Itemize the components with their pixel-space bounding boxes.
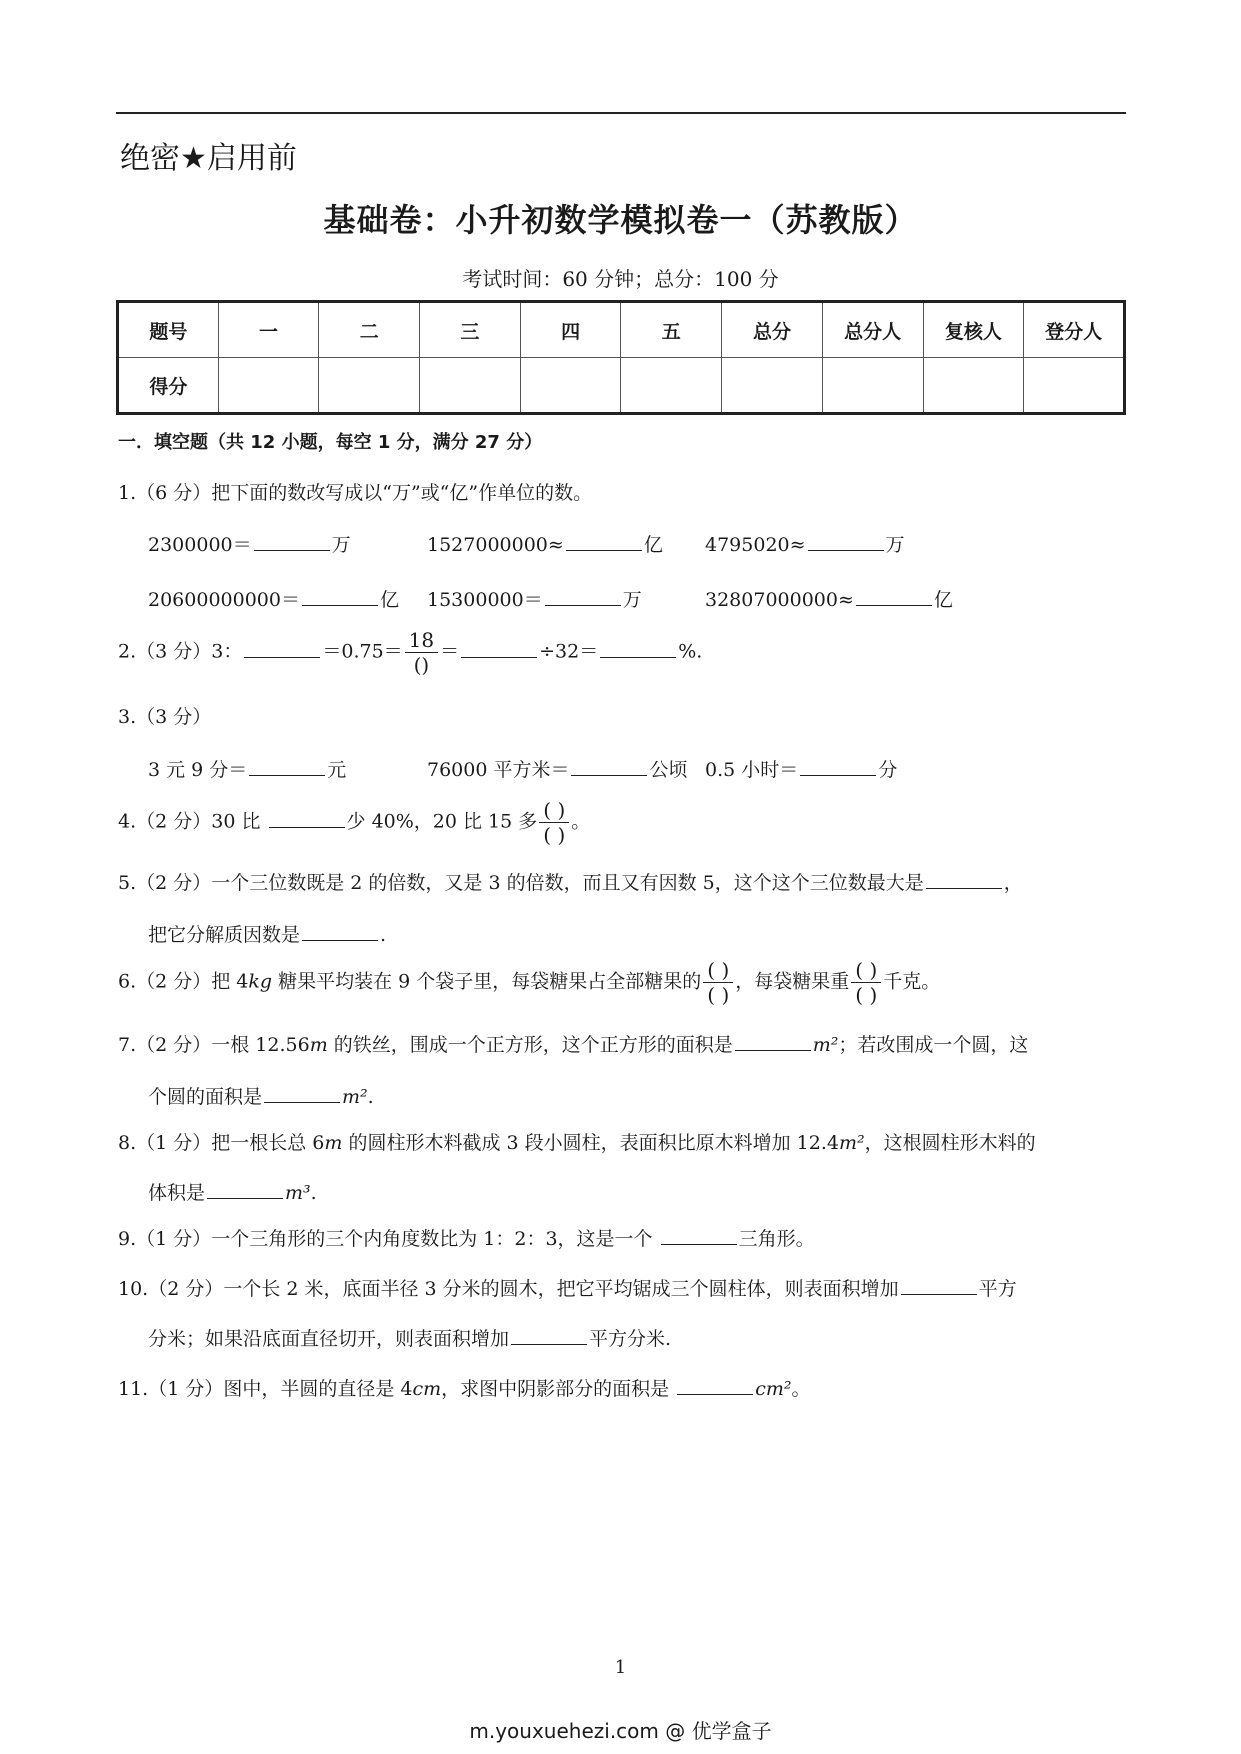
answer-blank[interactable] — [800, 757, 876, 776]
score-header-cell: 四 — [520, 302, 621, 358]
confidential-label: 绝密★启用前 — [120, 141, 297, 176]
q1-item-6: 32807000000≈ 亿 — [705, 589, 953, 611]
answer-blank[interactable] — [254, 532, 330, 551]
answer-blank[interactable] — [302, 587, 378, 606]
answer-blank[interactable] — [269, 809, 345, 828]
score-cell[interactable] — [722, 358, 823, 414]
section-heading: 一．填空题（共 12 小题，每空 1 分，满分 27 分） — [118, 432, 543, 453]
q1-item-4: 20600000000＝ 亿 — [148, 589, 399, 611]
question-7-line-1: 7.（2 分）一根 12.56m 的铁丝，围成一个正方形，这个正方形的面积是 m²；若改围成一个圆，这 — [118, 1034, 1029, 1056]
score-header-cell: 总分 — [722, 302, 823, 358]
score-header-cell: 三 — [420, 302, 521, 358]
q1-item-1: 2300000＝ 万 — [148, 534, 351, 556]
page-title: 基础卷：小升初数学模拟卷一（苏教版） — [323, 201, 918, 239]
question-1-text: 1.（6 分）把下面的数改写成以“万”或“亿”作单位的数。 — [118, 482, 593, 504]
score-row-label: 得分 — [118, 358, 219, 414]
score-cell[interactable] — [218, 358, 319, 414]
question-5-line-1: 5.（2 分）一个三位数既是 2 的倍数，又是 3 的倍数，而且又有因数 5，这个这个三位数最大是 ， — [118, 872, 1023, 894]
answer-blank[interactable] — [571, 757, 647, 776]
score-header-cell: 总分人 — [822, 302, 923, 358]
q3-item-2: 76000 平方米＝ 公顷 — [427, 759, 688, 781]
question-4: 4.（2 分）30 比 少 40%，20 比 15 多 $\frac{( )}{( )}$ 。 — [118, 798, 591, 847]
answer-blank[interactable] — [244, 639, 320, 658]
answer-blank[interactable] — [856, 587, 932, 606]
q3-item-1: 3 元 9 分＝ 元 — [148, 759, 347, 781]
score-header-cell: 一 — [218, 302, 319, 358]
question-3-text: 3.（3 分） — [118, 706, 212, 728]
fraction: $\frac{18}{()}$ — [405, 630, 438, 675]
q3-item-3: 0.5 小时＝ 分 — [705, 759, 898, 781]
fraction: $\frac{( )}{( )}$ — [703, 960, 733, 1005]
question-9: 9.（1 分）一个三角形的三个内角度数比为 1：2：3，这是一个 三角形。 — [118, 1228, 815, 1250]
score-cell[interactable] — [923, 358, 1024, 414]
score-header-cell: 复核人 — [923, 302, 1024, 358]
q1-item-2: 1527000000≈ 亿 — [427, 534, 663, 556]
score-cell[interactable] — [822, 358, 923, 414]
answer-blank[interactable] — [600, 639, 676, 658]
answer-blank[interactable] — [735, 1032, 811, 1051]
fraction: $\frac{( )}{( )}$ — [539, 800, 569, 845]
answer-blank[interactable] — [808, 532, 884, 551]
exam-info: 考试时间：60 分钟；总分：100 分 — [462, 267, 779, 291]
answer-blank[interactable] — [661, 1226, 737, 1245]
score-cell[interactable] — [1024, 358, 1125, 414]
score-cell[interactable] — [621, 358, 722, 414]
answer-blank[interactable] — [302, 922, 378, 941]
score-cell[interactable] — [319, 358, 420, 414]
footer-watermark: m.youxuehezi.com @ 优学盒子 — [469, 1719, 772, 1743]
top-rule — [116, 112, 1126, 114]
answer-blank[interactable] — [566, 532, 642, 551]
score-cell[interactable] — [420, 358, 521, 414]
question-7-line-2: 个圆的面积是 m². — [148, 1086, 374, 1108]
question-2: 2.（3 分）3： ＝0.75＝ $\frac{18}{()}$ ＝ ÷32＝ %. — [118, 628, 703, 677]
score-table-header-row — [118, 302, 1125, 358]
score-header-cell: 二 — [319, 302, 420, 358]
answer-blank[interactable] — [249, 757, 325, 776]
score-header-cell: 题号 — [118, 302, 219, 358]
answer-blank[interactable] — [926, 870, 1002, 889]
question-11: 11.（1 分）图中，半圆的直径是 4cm，求图中阴影部分的面积是 cm²。 — [118, 1378, 811, 1400]
page-number: 1 — [614, 1657, 627, 1678]
score-header-cell: 登分人 — [1024, 302, 1125, 358]
score-cell[interactable] — [520, 358, 621, 414]
question-10-line-1: 10.（2 分）一个长 2 米，底面半径 3 分米的圆木，把它平均锯成三个圆柱体，则表面积增加 平方 — [118, 1278, 1017, 1300]
score-header-cell: 五 — [621, 302, 722, 358]
score-table-score-row — [118, 358, 1125, 414]
question-5-line-2: 把它分解质因数是 . — [148, 924, 387, 946]
answer-blank[interactable] — [264, 1084, 340, 1103]
answer-blank[interactable] — [545, 587, 621, 606]
question-6: 6.（2 分）把 4kg 糖果平均装在 9 个袋子里，每袋糖果占全部糖果的 $\frac{( )}{( )}$ ，每袋糖果重 $\frac{( )}{( )}$ 千克。 — [118, 958, 941, 1007]
question-8-line-2: 体积是 m³. — [148, 1182, 317, 1204]
answer-blank[interactable] — [207, 1180, 283, 1199]
answer-blank[interactable] — [677, 1376, 753, 1395]
answer-blank[interactable] — [461, 639, 537, 658]
question-10-line-2: 分米；如果沿底面直径切开，则表面积增加 平方分米. — [148, 1328, 672, 1350]
q1-item-3: 4795020≈ 万 — [705, 534, 905, 556]
q1-item-5: 15300000＝ 万 — [427, 589, 642, 611]
answer-blank[interactable] — [511, 1326, 587, 1345]
answer-blank[interactable] — [901, 1276, 977, 1295]
score-table — [116, 300, 1126, 415]
fraction: $\frac{( )}{( )}$ — [851, 960, 881, 1005]
question-8-line-1: 8.（1 分）把一根长总 6m 的圆柱形木料截成 3 段小圆柱，表面积比原木料增加 12.4m²，这根圆柱形木料的 — [118, 1132, 1036, 1154]
